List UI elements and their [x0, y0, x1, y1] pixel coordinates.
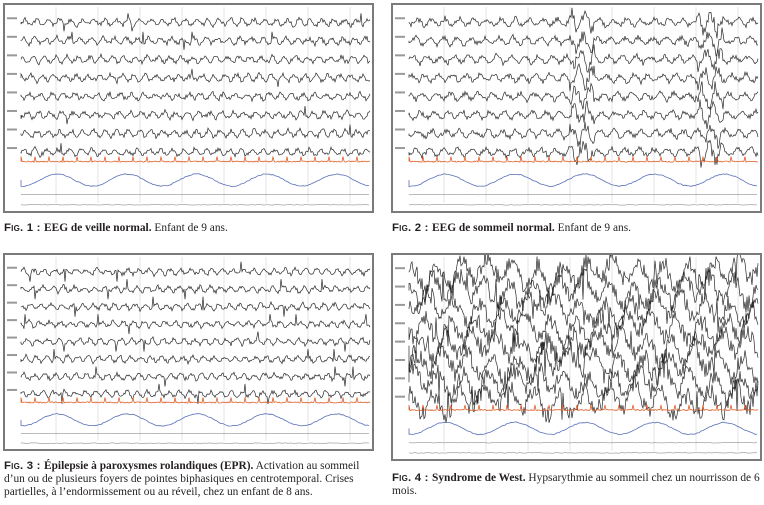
caption-fig1: [4, 222, 376, 235]
eeg-channel-trace: [21, 314, 370, 334]
eeg-channel-trace: [21, 91, 370, 101]
channel-label-mark: [395, 377, 405, 379]
channel-label-mark: [7, 284, 17, 286]
channel-label-mark: [7, 337, 17, 339]
respiration-trace: [21, 414, 369, 427]
eeg-channel-trace: [21, 54, 370, 65]
eeg-channel-trace: [21, 279, 370, 299]
figure-label: Fig. 4 :: [392, 472, 432, 484]
eeg-channel-trace: [409, 122, 758, 149]
figure-title: Syndrome de West.: [432, 472, 526, 484]
eeg-channel-trace: [21, 13, 370, 31]
ecg-trace: [409, 157, 758, 163]
eeg-panel-fig1: [3, 3, 374, 213]
eeg-channel-trace: [21, 106, 370, 124]
flat-channel-trace: [21, 205, 369, 206]
respiration-trace: [409, 422, 757, 435]
eeg-channel-trace: [21, 262, 370, 282]
figure-description: Enfant de 9 ans.: [151, 222, 228, 234]
channel-label-mark: [395, 359, 405, 361]
channel-label-mark: [7, 17, 17, 19]
eeg-channel-trace: [21, 32, 370, 50]
figure-title: Épilepsie à paroxysmes rolandiques (EPR).: [44, 460, 254, 472]
flat-channel-trace: [21, 443, 369, 444]
eeg-panel-fig3: [3, 253, 374, 451]
channel-label-mark: [395, 396, 405, 398]
channel-label-mark: [7, 91, 17, 93]
figure-title: EEG de veille normal.: [44, 222, 152, 234]
channel-label-mark: [7, 147, 17, 149]
channel-label-mark: [395, 304, 405, 306]
channel-label-mark: [395, 322, 405, 324]
channel-label-mark: [395, 267, 405, 269]
figure-description: Enfant de 9 ans.: [554, 222, 631, 234]
channel-label-mark: [395, 147, 405, 149]
eeg-channel-trace: [409, 64, 758, 91]
flat-channel-trace: [409, 453, 757, 454]
channel-label-mark: [395, 286, 405, 288]
channel-label-mark: [7, 354, 17, 356]
ecg-trace: [21, 397, 370, 403]
eeg-channel-trace: [409, 140, 758, 167]
respiration-trace: [21, 174, 369, 187]
caption-fig4: [392, 472, 762, 498]
eeg-panel-fig4: [391, 253, 762, 461]
channel-label-mark: [7, 267, 17, 269]
channel-label-mark: [7, 129, 17, 131]
channel-label-mark: [7, 389, 17, 391]
channel-label-mark: [395, 54, 405, 56]
channel-label-mark: [7, 319, 17, 321]
flat-channel-trace: [409, 205, 757, 206]
caption-fig3: [4, 460, 376, 500]
channel-label-mark: [7, 54, 17, 56]
flat-channel-trace: [21, 194, 369, 195]
eeg-channel-trace: [21, 367, 370, 387]
channel-label-mark: [395, 17, 405, 19]
figure-description: Activation au sommeil d’un ou de plusieurs foyers de pointes biphasiques en centrotemporal. Crises partielles, à l’endormissement ou au réveil, chez un enfant de 8 ans.: [4, 460, 360, 499]
flat-channel-trace: [409, 442, 757, 443]
eeg-channel-trace: [409, 81, 758, 109]
respiration-trace: [409, 174, 757, 187]
figure-label: Fig. 2 :: [392, 222, 432, 234]
channel-label-mark: [395, 129, 405, 131]
figure-label: Fig. 1 :: [4, 222, 44, 234]
eeg-traces-fig1: [5, 5, 372, 211]
eeg-panel-fig2: [391, 3, 762, 213]
eeg-traces-fig4: [393, 255, 760, 459]
channel-label-mark: [7, 371, 17, 373]
channel-label-mark: [7, 302, 17, 304]
channel-label-mark: [395, 341, 405, 343]
channel-label-mark: [7, 36, 17, 38]
eeg-channel-trace: [21, 69, 370, 87]
channel-label-mark: [395, 73, 405, 75]
channel-label-mark: [7, 110, 17, 112]
eeg-traces-fig3: [5, 255, 372, 449]
eeg-traces-fig2: [393, 5, 760, 211]
eeg-channel-trace: [21, 125, 370, 139]
channel-label-mark: [395, 91, 405, 93]
eeg-channel-trace: [21, 143, 370, 157]
channel-label-mark: [395, 36, 405, 38]
ecg-trace: [21, 157, 370, 163]
caption-fig2: [392, 222, 762, 235]
channel-label-mark: [7, 73, 17, 75]
ecg-trace: [409, 405, 758, 411]
figure-title: EEG de sommeil normal.: [432, 222, 555, 234]
channel-label-mark: [395, 110, 405, 112]
eeg-channel-trace: [21, 297, 370, 317]
eeg-channel-trace: [21, 332, 370, 352]
eeg-channel-trace: [21, 349, 370, 364]
flat-channel-trace: [409, 194, 757, 195]
flat-channel-trace: [21, 433, 369, 434]
eeg-channel-trace: [409, 28, 758, 56]
eeg-channel-trace: [21, 384, 370, 404]
figure-description: Hypsarythmie au sommeil chez un nourrisson de 6 mois.: [392, 472, 760, 498]
figure-label: Fig. 3 :: [4, 460, 44, 472]
